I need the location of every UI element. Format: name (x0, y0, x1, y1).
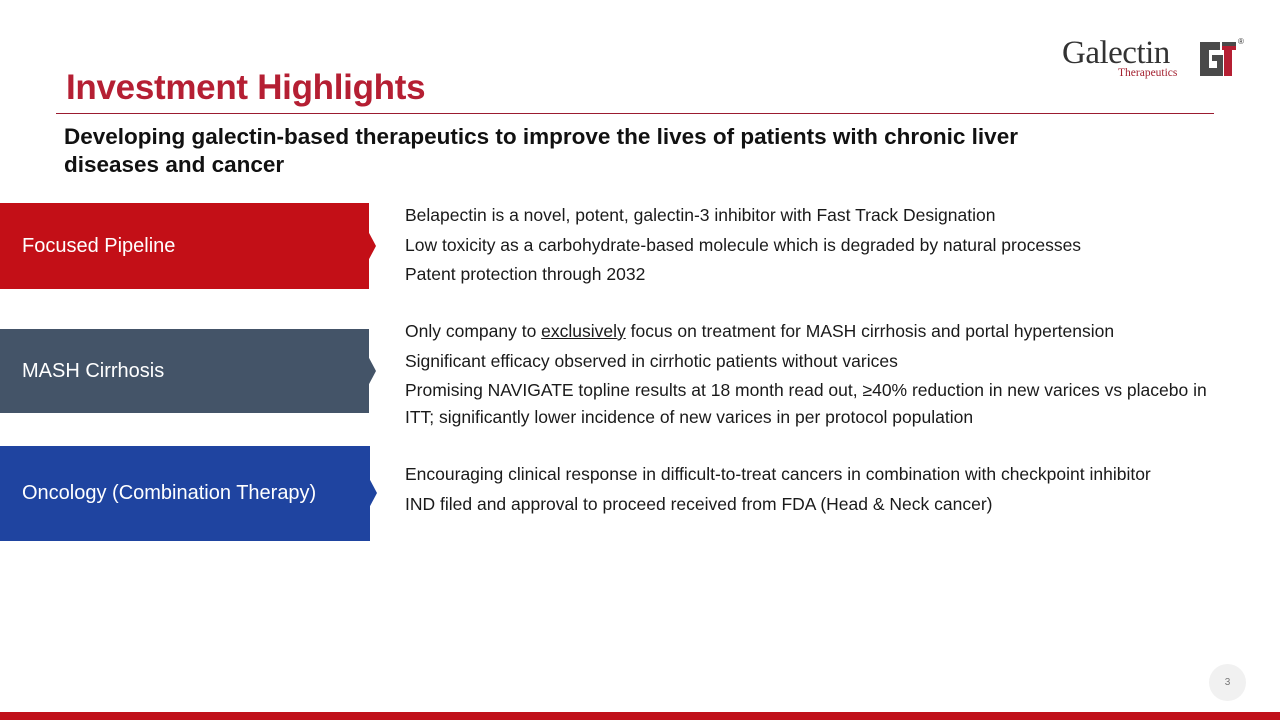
page-title: Investment Highlights (66, 68, 426, 107)
page-number: 3 (1209, 664, 1246, 701)
bullet-text: Only company to (405, 321, 542, 341)
chevron-right-icon (369, 446, 379, 541)
section-label: Oncology (Combination Therapy) (22, 482, 317, 504)
list-item: Belapectin is a novel, potent, galectin-3 inhibitor with Fast Track Designation (405, 205, 996, 225)
section-label: Focused Pipeline (22, 234, 176, 257)
section-label-box (0, 329, 369, 413)
bullet-list-focused-pipeline (405, 202, 1081, 291)
footer-bar (0, 712, 1280, 720)
list-item: Low toxicity as a carbohydrate-based molecule which is degraded by natural processes (405, 234, 1082, 255)
section-label-box (0, 446, 370, 541)
logo-wordmark: Galectin (1062, 35, 1170, 71)
chevron-right-icon (368, 203, 378, 289)
registered-mark: ® (1238, 37, 1244, 46)
list-item: Significant efficacy observed in cirrhotic patients without varices (405, 350, 898, 371)
section-label-box (0, 203, 369, 289)
bullet-list-oncology (405, 461, 1151, 520)
gt-logo-icon (1198, 40, 1238, 78)
list-item: IND filed and approval to proceed received from FDA (Head & Neck cancer) (405, 493, 993, 514)
list-item (405, 318, 1225, 345)
page-subtitle: Developing galectin-based therapeutics to improve the lives of patients with chronic liver diseases and cancer (64, 124, 1018, 177)
logo-subtitle: Therapeutics (1118, 67, 1178, 79)
list-item: Encouraging clinical response in difficult-to-treat cancers in combination with checkpoint inhibitor (405, 464, 1151, 484)
section-label: MASH Cirrhosis (22, 359, 165, 382)
company-logo (1062, 36, 1252, 84)
bullet-text: focus on treatment for MASH cirrhosis and portal hypertension (625, 321, 1115, 341)
list-item: Promising NAVIGATE topline results at 18 month read out, ≥40% reduction in new varices vs placebo in ITT; significantly lower incidence of new varices in per protocol population (405, 380, 1207, 427)
chevron-right-icon (368, 329, 378, 413)
bullet-list-mash-cirrhosis (405, 318, 1225, 434)
title-divider (56, 113, 1214, 114)
list-item: Patent protection through 2032 (405, 264, 646, 284)
underlined-emphasis: exclusively (541, 321, 626, 341)
